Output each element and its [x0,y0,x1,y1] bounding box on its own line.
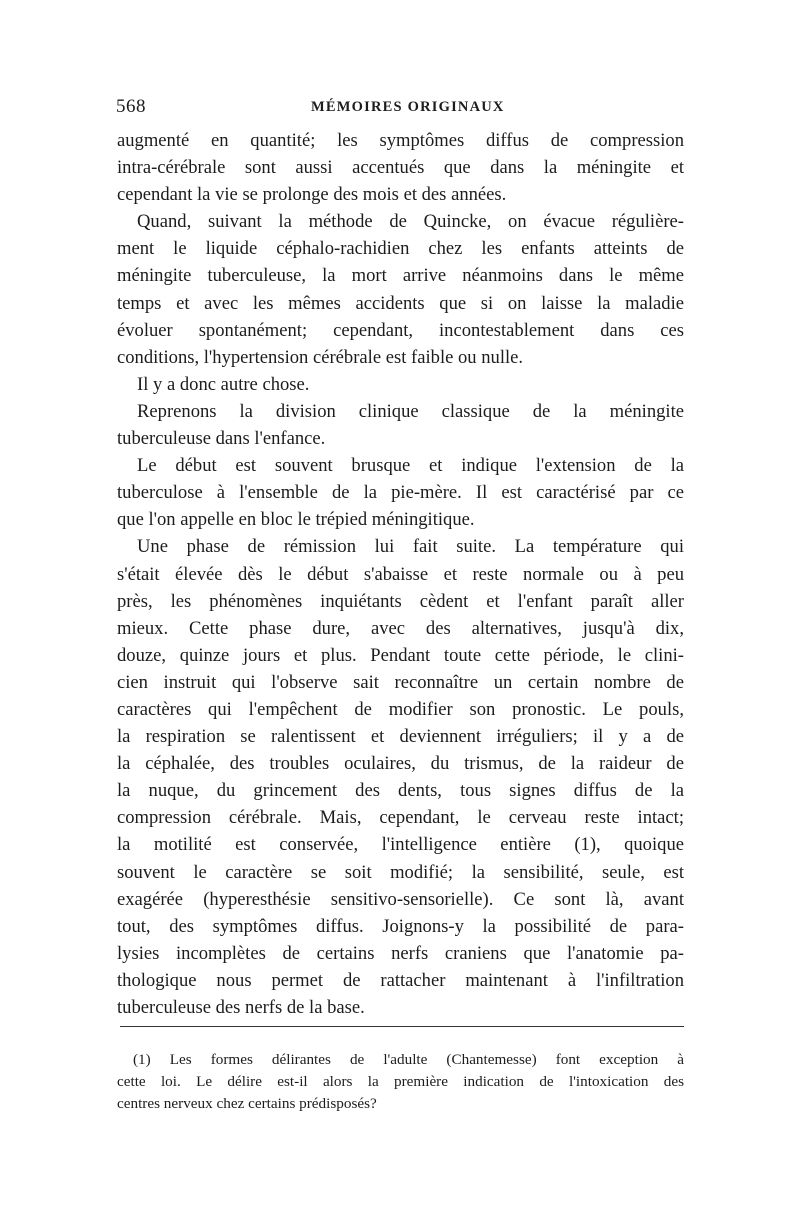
body-line: temps et avec les mêmes accidents que si on laisse la maladie [117,292,684,314]
body-line: tuberculeuse des nerfs de la base. [117,997,365,1018]
paragraph-start-line: Reprenons la division clinique classique de la méningite [137,400,684,422]
body-line: souvent le caractère se soit modifié; la sensibilité, seule, est [117,861,684,883]
footnote-line: centres nerveux chez certains prédisposés? [117,1095,377,1112]
body-line: tuberculose à l'ensemble de la pie-mère. Il est caractérisé par ce [117,482,684,504]
body-line: méningite tuberculeuse, la mort arrive néanmoins dans le même [117,265,684,287]
body-line: s'était élevée dès le début s'abaisse et reste normale ou à peu [117,563,684,585]
body-line: près, les phénomènes inquiétants cèdent et l'enfant paraît aller [117,590,684,612]
footnote-line: (1) Les formes délirantes de l'adulte (Chantemesse) font exception à [133,1051,684,1068]
body-line: conditions, l'hypertension cérébrale est faible ou nulle. [117,346,524,368]
body-line: lysies incomplètes de certains nerfs craniens que l'anatomie pa- [117,942,684,964]
body-text [117,127,684,1021]
body-line: caractères qui l'empêchent de modifier son pronostic. Le pouls, [117,698,684,720]
running-title: MÉMOIRES ORIGINAUX [311,99,505,115]
body-line: tuberculeuse dans l'enfance. [117,428,326,450]
page-number: 568 [116,96,146,117]
body-line: la céphalée, des troubles oculaires, du trismus, de la raideur de [117,753,684,775]
body-line: la nuque, du grincement des dents, tous signes diffus de la [117,780,684,802]
body-line: cien instruit qui l'observe sait reconnaître un certain nombre de [117,671,684,693]
body-line: exagérée (hyperesthésie sensitivo-sensorielle). Ce sont là, avant [117,888,684,910]
footnote-divider [120,1026,684,1027]
body-line: thologique nous permet de rattacher maintenant à l'infiltration [117,969,684,991]
footnote-line: cette loi. Le délire est-il alors la première indication de l'intoxication des [117,1073,684,1090]
body-line: ment le liquide céphalo-rachidien chez les enfants atteints de [117,238,684,260]
body-line: évoluer spontanément; cependant, incontestablement dans ces [117,319,684,341]
body-line: que l'on appelle en bloc le trépied méningitique. [117,509,475,531]
footnote [117,1049,684,1115]
paragraph-start-line: Quand, suivant la méthode de Quincke, on évacue régulière- [137,211,684,233]
body-line: tout, des symptômes diffus. Joignons-y la possibilité de para- [117,915,684,937]
body-line: mieux. Cette phase dure, avec des alternatives, jusqu'à dix, [117,617,684,639]
body-line: intra-cérébrale sont aussi accentués que dans la méningite et [117,157,684,179]
body-line: cependant la vie se prolonge des mois et des années. [117,184,507,206]
running-header [116,96,686,122]
paragraph-start-line: Une phase de rémission lui fait suite. La température qui [137,536,684,558]
paragraph-start-line: Le début est souvent brusque et indique l'extension de la [137,455,684,477]
body-line: douze, quinze jours et plus. Pendant toute cette période, le clini- [117,644,684,666]
paragraph-start-line: Il y a donc autre chose. [137,373,310,395]
body-line: la motilité est conservée, l'intelligence entière (1), quoique [117,834,684,856]
body-line: augmenté en quantité; les symptômes diffus de compression [117,130,684,151]
body-line: la respiration se ralentissent et deviennent irréguliers; il y a de [117,726,684,748]
body-line: compression cérébrale. Mais, cependant, le cerveau reste intact; [117,807,684,829]
